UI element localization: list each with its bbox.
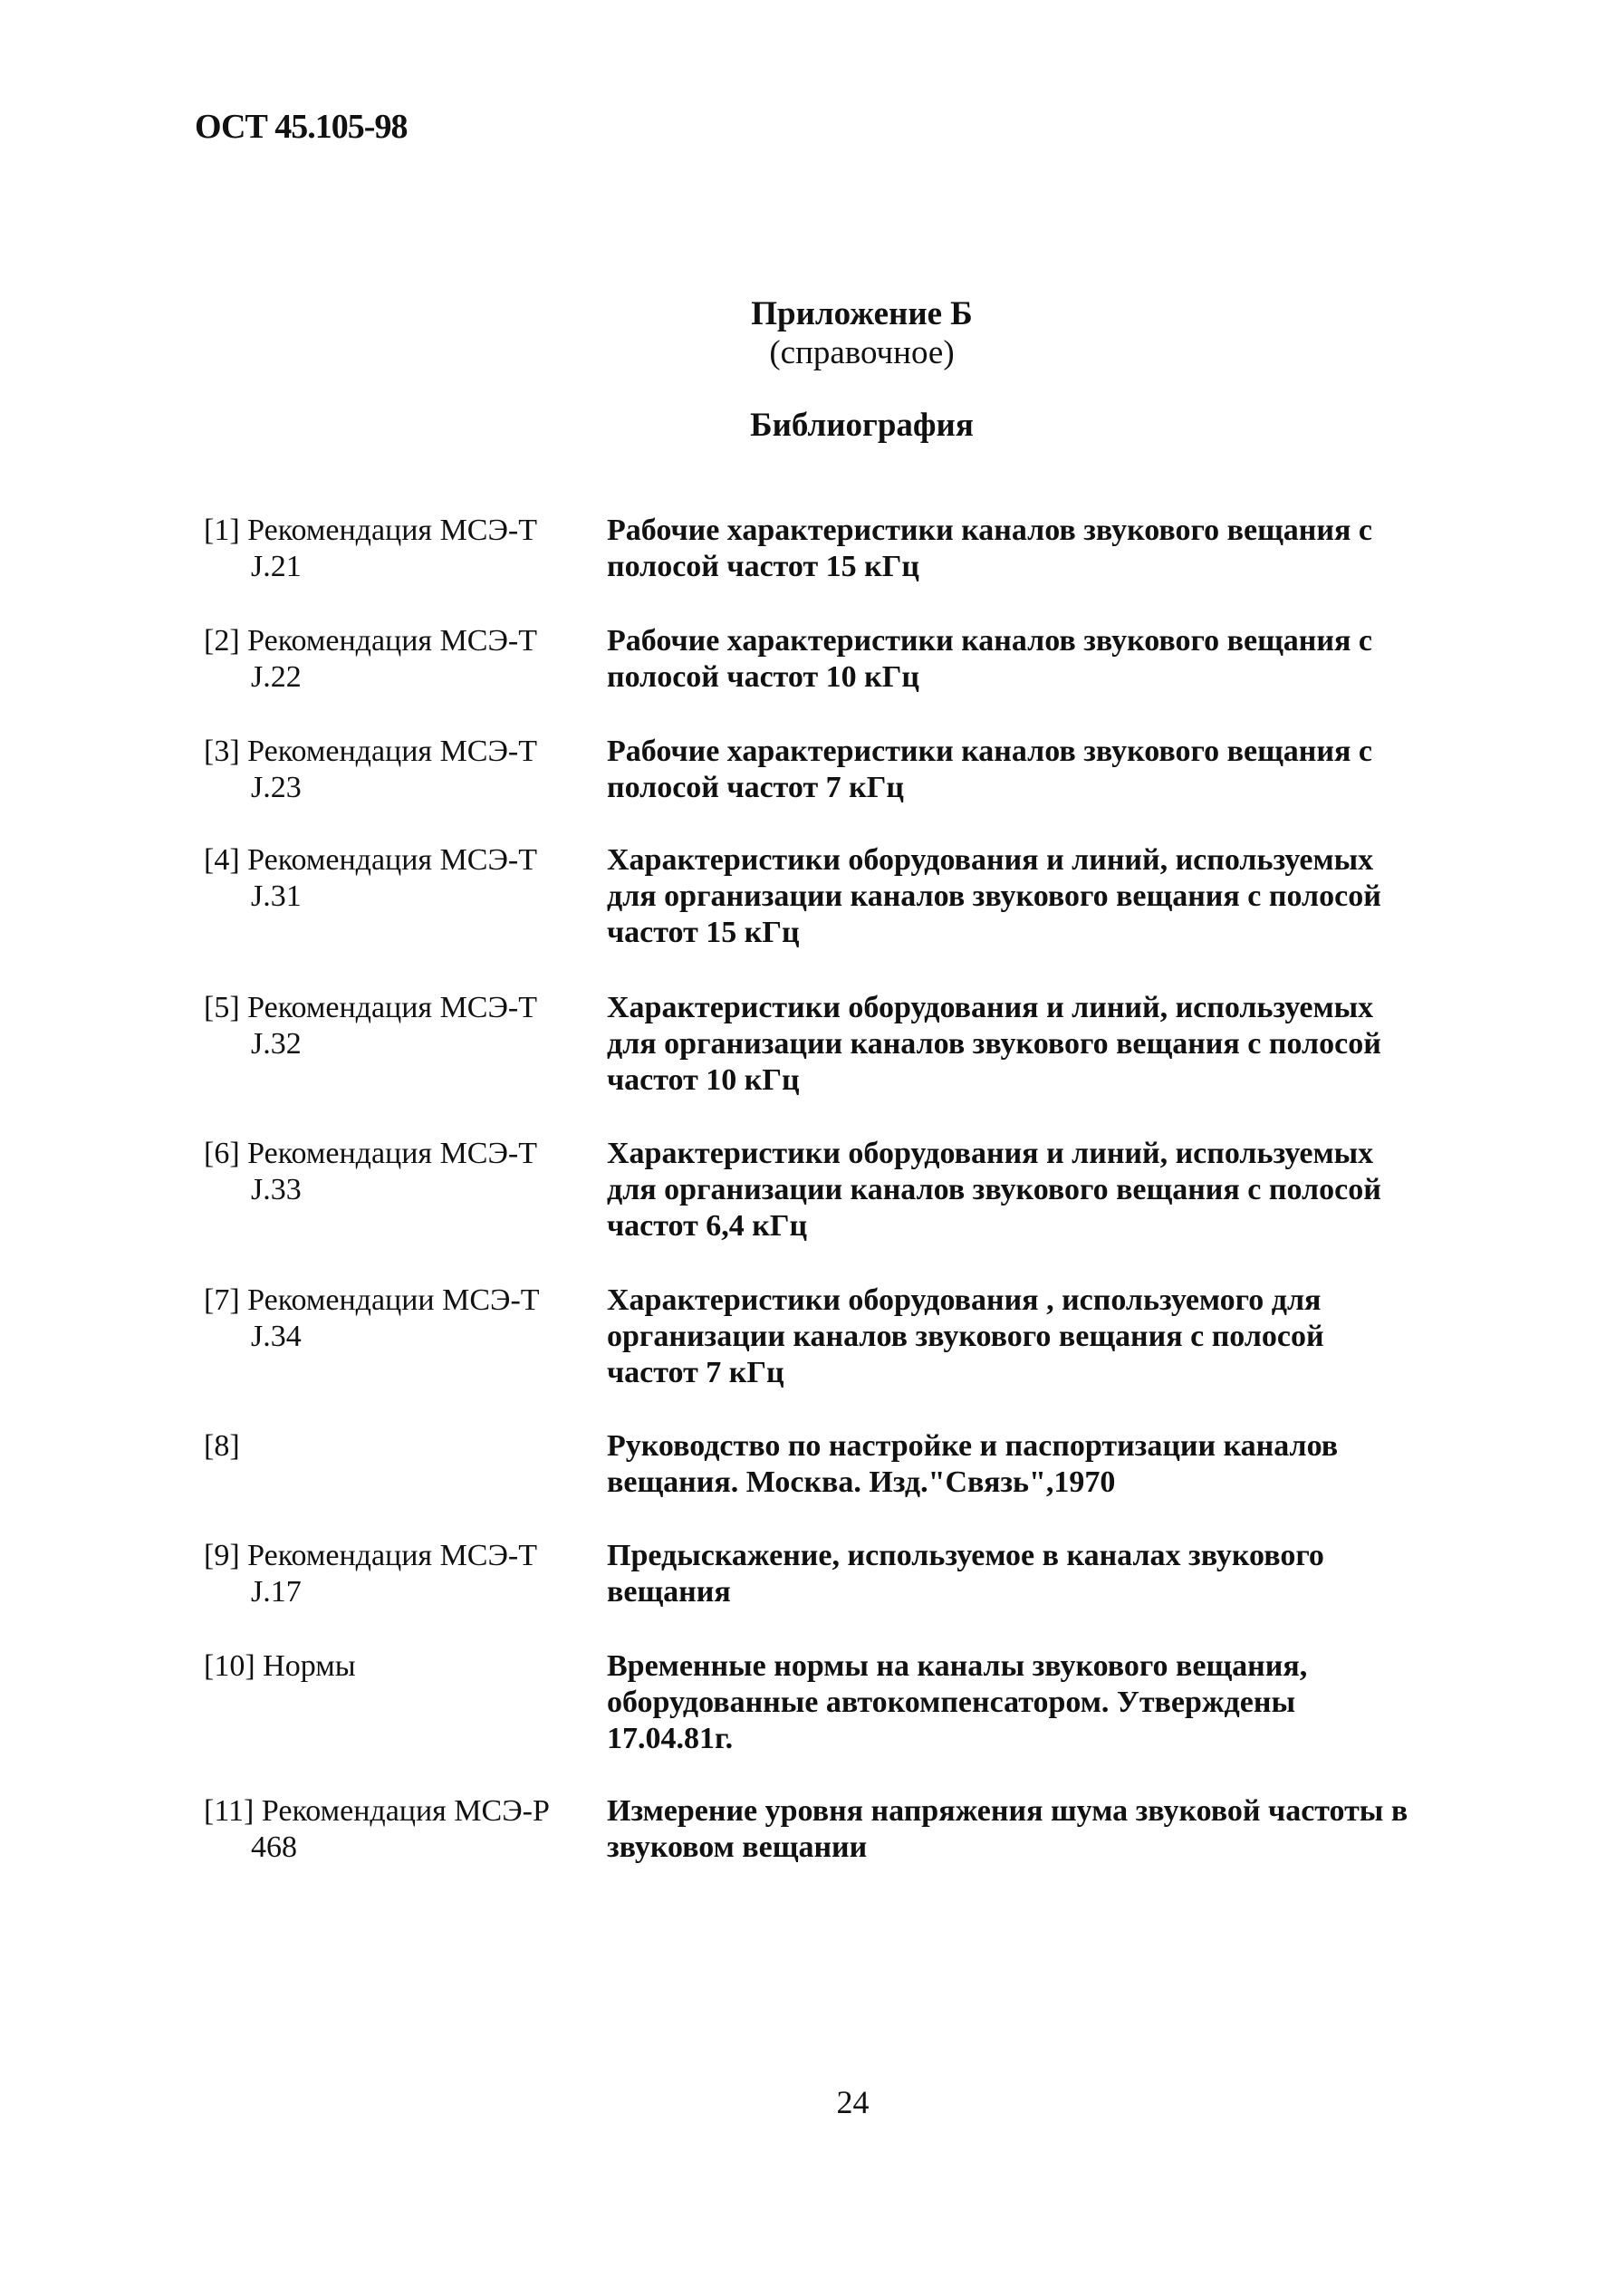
entry-code: J.22: [251, 660, 302, 694]
entry-source: [204, 1538, 602, 1610]
entry-organization: Рекомендация МСЭ-Р: [254, 1794, 550, 1828]
entry-description: Характеристики оборудования и линий, используемых для организации каналов звукового вещания с полосой частот 10 кГц: [607, 991, 1381, 1097]
entry-number: [1]: [204, 514, 240, 547]
entry-number: [2]: [204, 624, 240, 658]
entry-organization: Рекомендация МСЭ-Т: [239, 735, 538, 768]
entry-description: Характеристики оборудования и линий, используемых для организации каналов звукового вещания с полосой частот 6,4 кГц: [607, 1137, 1381, 1243]
entry-source: [204, 513, 602, 585]
entry-organization: Рекомендация МСЭ-Т: [239, 1539, 538, 1572]
entry-description: Характеристики оборудования и линий, используемых для организации каналов звукового вещания с полосой частот 15 кГц: [607, 843, 1381, 949]
document-code: ОСТ 45.105-98: [195, 108, 408, 146]
entry-description: Измерение уровня напряжения шума звуковой частоты в звуковом вещании: [607, 1794, 1408, 1864]
entry-source: [204, 1793, 602, 1866]
entry-organization: Рекомендация МСЭ-Т: [239, 624, 538, 658]
entry-code: J.23: [251, 771, 302, 804]
entry-organization: Нормы: [255, 1649, 356, 1683]
entry-code: 468: [251, 1830, 297, 1864]
entry-description: Предыскажение, используемое в каналах звукового вещания: [607, 1539, 1324, 1609]
entry-source: [204, 623, 602, 696]
entry-number: [11]: [204, 1794, 255, 1828]
entry-code: J.17: [251, 1575, 302, 1609]
entry-organization: Рекомендация МСЭ-Т: [239, 514, 538, 547]
entry-number: [8]: [204, 1429, 240, 1463]
appendix-subtitle: (справочное): [769, 334, 955, 371]
entry-description: Руководство по настройке и паспортизации каналов вещания. Москва. Изд."Связь",1970: [607, 1429, 1339, 1499]
entry-code: J.34: [251, 1320, 302, 1353]
entry-description: Рабочие характеристики каналов звукового вещания с полосой частот 10 кГц: [607, 624, 1372, 694]
entry-organization: Рекомендация МСЭ-Т: [239, 1137, 538, 1170]
entry-description: Временные нормы на каналы звукового вещания, оборудованные автокомпенсатором. Утверждены 17.04.81г.: [607, 1649, 1308, 1755]
entry-number: [3]: [204, 735, 240, 768]
bibliography-title: Библиография: [750, 407, 974, 444]
entry-source: [204, 1282, 602, 1355]
entry-number: [6]: [204, 1137, 240, 1170]
entry-number: [4]: [204, 843, 240, 877]
entry-description: Рабочие характеристики каналов звукового вещания с полосой частот 15 кГц: [607, 514, 1372, 583]
entry-number: [7]: [204, 1283, 240, 1317]
entry-source: [204, 1428, 602, 1465]
entry-number: [5]: [204, 991, 240, 1024]
entry-source: [204, 1648, 602, 1685]
entry-organization: Рекомендация МСЭ-Т: [239, 843, 538, 877]
entry-code: J.31: [251, 879, 302, 913]
entry-source: [204, 1136, 602, 1208]
page-number: 24: [836, 2084, 870, 2120]
entry-code: J.33: [251, 1173, 302, 1206]
entry-source: [204, 990, 602, 1062]
entry-source: [204, 842, 602, 915]
entry-code: J.21: [251, 550, 302, 583]
appendix-title: Приложение Б: [751, 295, 973, 332]
entry-source: [204, 734, 602, 806]
entry-number: [10]: [204, 1649, 255, 1683]
entry-description: Характеристики оборудования , используемого для организации каналов звукового вещания с полосой частот 7 кГц: [607, 1283, 1324, 1389]
entry-organization: Рекомендация МСЭ-Т: [239, 991, 538, 1024]
entry-number: [9]: [204, 1539, 240, 1572]
entry-description: Рабочие характеристики каналов звукового вещания с полосой частот 7 кГц: [607, 735, 1372, 804]
entry-organization: Рекомендации МСЭ-Т: [239, 1283, 540, 1317]
entry-code: J.32: [251, 1027, 302, 1061]
